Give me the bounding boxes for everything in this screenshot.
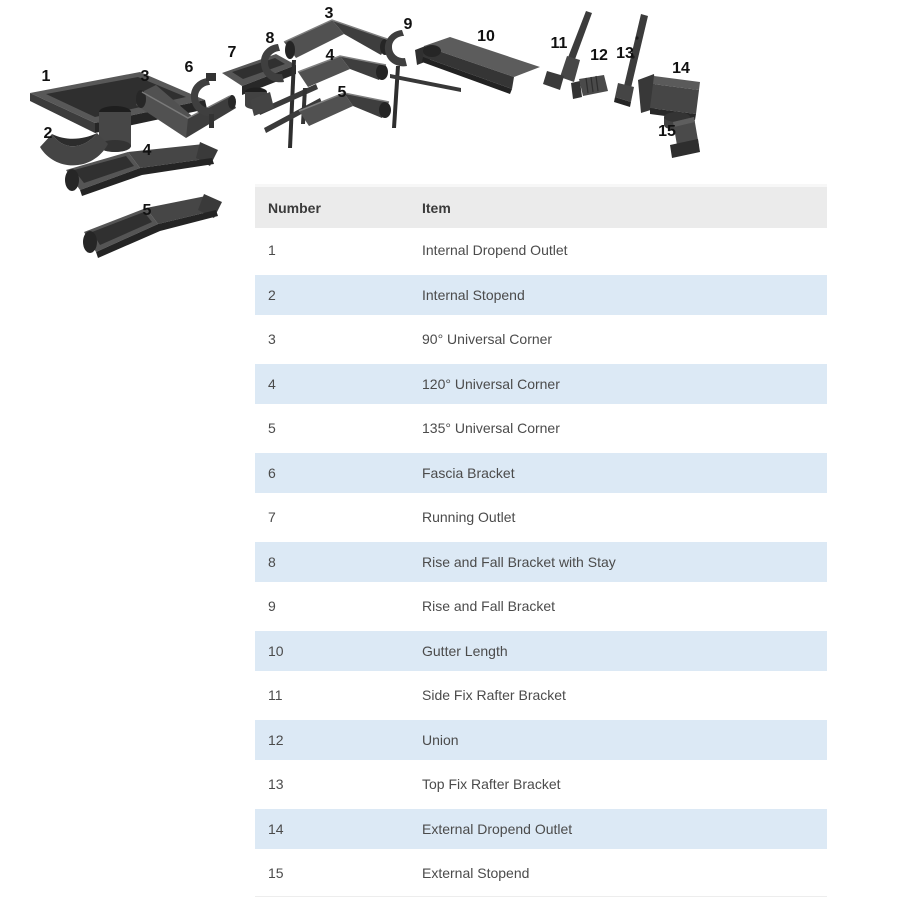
part-label-1: 1 xyxy=(41,68,51,85)
table-row xyxy=(255,807,827,852)
part-number-cell: 13 xyxy=(268,776,284,793)
part-label-5-detail: 5 xyxy=(337,84,347,101)
part-label-5: 5 xyxy=(142,202,152,219)
part-item-cell: External Dropend Outlet xyxy=(422,820,573,837)
part-label-15: 15 xyxy=(658,123,676,140)
table-row xyxy=(255,851,827,896)
part-item-cell: Rise and Fall Bracket with Stay xyxy=(422,553,616,570)
part-number-cell: 1 xyxy=(268,242,276,259)
part-number-cell: 4 xyxy=(268,375,276,392)
table-row xyxy=(255,673,827,718)
part-label-3: 3 xyxy=(140,68,150,85)
part-number-cell: 10 xyxy=(268,642,284,659)
part-label-8: 8 xyxy=(265,30,275,47)
table-row xyxy=(255,762,827,807)
part-item-cell: Union xyxy=(422,731,459,748)
part-item-cell: Fascia Bracket xyxy=(422,464,515,481)
part-label-9: 9 xyxy=(403,16,413,33)
part-number-cell: 9 xyxy=(268,598,276,615)
part-number-cell: 14 xyxy=(268,820,284,837)
table-row xyxy=(255,362,827,407)
part-item-cell: 135° Universal Corner xyxy=(422,420,560,437)
table-row xyxy=(255,629,827,674)
part-number-cell: 12 xyxy=(268,731,284,748)
part-3-detail-90-corner-drawing xyxy=(284,20,390,59)
part-label-13: 13 xyxy=(616,45,634,62)
part-item-cell: External Stopend xyxy=(422,865,530,882)
part-label-7: 7 xyxy=(227,44,237,61)
part-number-cell: 3 xyxy=(268,331,276,348)
part-number-cell: 5 xyxy=(268,420,276,437)
part-label-10: 10 xyxy=(477,28,495,45)
part-number-cell: 6 xyxy=(268,464,276,481)
part-label-2: 2 xyxy=(43,125,53,142)
part-item-cell: 90° Universal Corner xyxy=(422,331,553,348)
part-number-cell: 15 xyxy=(268,865,284,882)
column-header-item: Item xyxy=(422,199,451,216)
part-item-cell: Top Fix Rafter Bracket xyxy=(422,776,561,793)
table-row xyxy=(255,273,827,318)
part-number-cell: 11 xyxy=(268,687,283,704)
table-row xyxy=(255,540,827,585)
table-row xyxy=(255,718,827,763)
part-item-cell: Running Outlet xyxy=(422,509,516,526)
part-4-detail-120-corner-drawing xyxy=(298,56,388,87)
part-label-11: 11 xyxy=(550,35,568,52)
part-item-cell: Internal Dropend Outlet xyxy=(422,242,568,259)
part-label-4: 4 xyxy=(142,142,152,159)
table-row xyxy=(255,451,827,496)
parts-table-header xyxy=(255,184,827,228)
part-number-cell: 8 xyxy=(268,553,276,570)
part-item-cell: Gutter Length xyxy=(422,642,508,659)
part-number-cell: 2 xyxy=(268,286,276,303)
part-number-cell: 7 xyxy=(268,509,276,526)
table-row xyxy=(255,495,827,540)
part-label-3-detail: 3 xyxy=(324,5,334,22)
parts-table xyxy=(255,184,827,897)
part-item-cell: Side Fix Rafter Bracket xyxy=(422,687,566,704)
part-label-14: 14 xyxy=(672,60,690,77)
parts-table-body xyxy=(255,228,827,896)
table-row xyxy=(255,317,827,362)
table-row xyxy=(255,406,827,451)
part-label-4-detail: 4 xyxy=(325,47,335,64)
part-item-cell: Internal Stopend xyxy=(422,286,525,303)
part-label-12: 12 xyxy=(590,47,608,64)
part-12-union-drawing xyxy=(571,75,608,99)
part-item-cell: Rise and Fall Bracket xyxy=(422,598,556,615)
column-header-number: Number xyxy=(268,199,321,216)
table-row xyxy=(255,228,827,273)
table-row xyxy=(255,584,827,629)
part-5-135-corner-drawing xyxy=(83,194,222,258)
part-item-cell: 120° Universal Corner xyxy=(422,375,560,392)
part-label-6: 6 xyxy=(184,59,194,76)
